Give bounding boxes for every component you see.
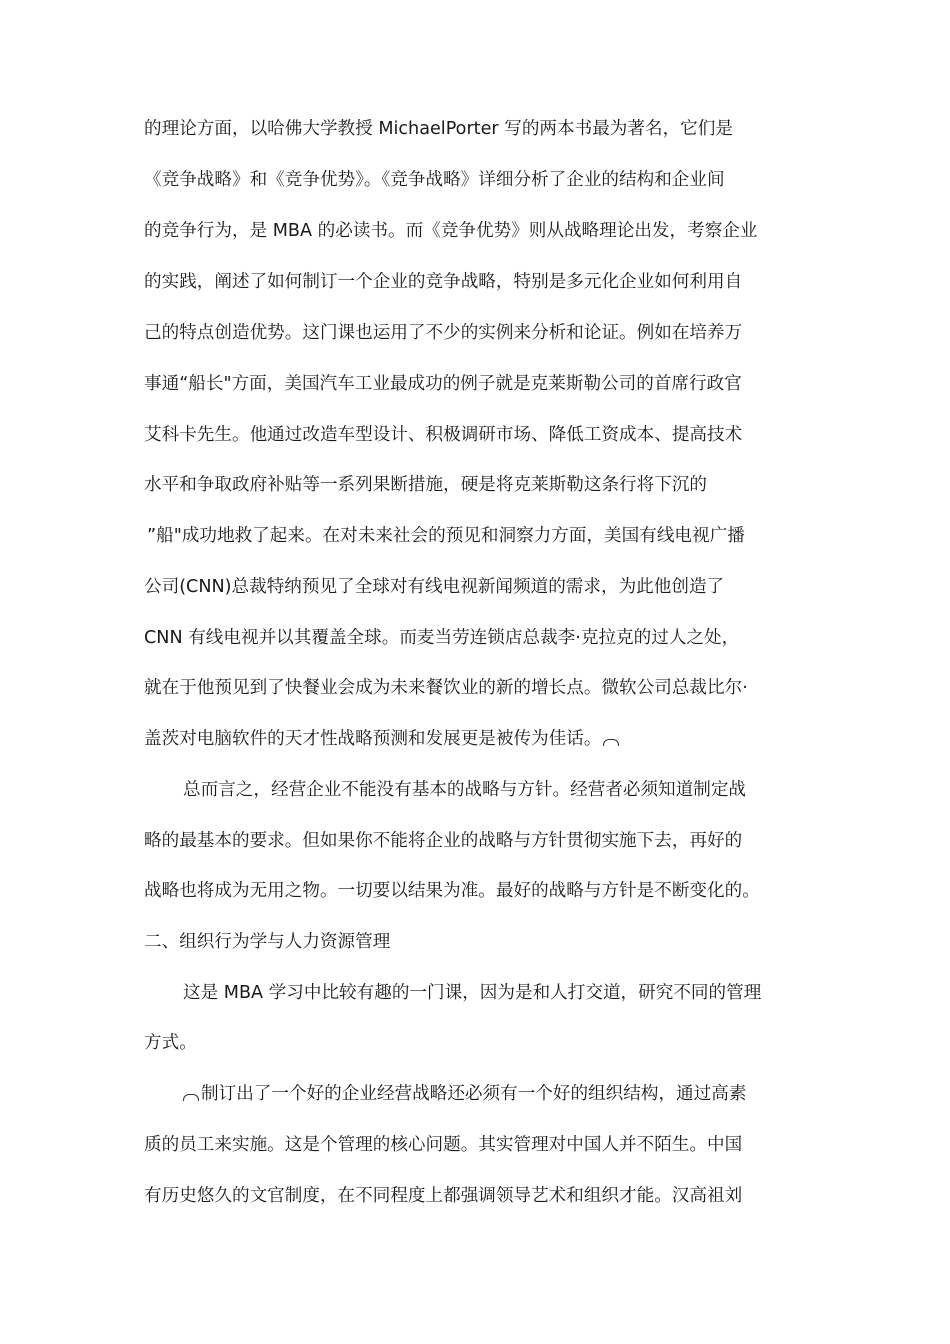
text-line: 的实践，阐述了如何制订一个企业的竞争战略，特别是多元化企业如何利用自 bbox=[144, 272, 743, 292]
text-line: 有历史悠久的文官制度，在不同程度上都强调领导艺术和组织才能。汉高祖刘 bbox=[144, 1186, 743, 1206]
text-line: 水平和争取政府补贴等一系列果断措施，硬是将克莱斯勒这条行将下沉的 bbox=[144, 475, 708, 495]
text-span: 盖茨对电脑软件的天才性战略预测和发展更是被传为佳话。 bbox=[144, 729, 602, 749]
text-line: CNN 有线电视并以其覆盖全球。而麦当劳连锁店总裁李·克拉克的过人之处， bbox=[144, 628, 740, 648]
text-line: 《竞争战略》和《竞争优势》。《竞争战略》详细分析了企业的结构和企业间 bbox=[144, 170, 725, 190]
text-line: 事通“船长"方面，美国汽车工业最成功的例子就是克莱斯勒公司的首席行政官 bbox=[144, 374, 742, 394]
text-line: 己的特点创造优势。这门课也运用了不少的实例来分析和论证。例如在培养万 bbox=[144, 323, 743, 343]
text-span: 制订出了一个好的企业经营战略还必须有一个好的组织结构，通过高素 bbox=[201, 1084, 747, 1104]
text-line: 总而言之，经营企业不能没有基本的战略与方针。经营者必须知道制定战 bbox=[183, 780, 747, 800]
paragraph-mark-icon bbox=[183, 1094, 199, 1101]
text-line: 质的员工来实施。这是个管理的核心问题。其实管理对中国人并不陌生。中国 bbox=[144, 1135, 743, 1155]
text-line-with-mark bbox=[144, 727, 814, 751]
text-line: 战略也将成为无用之物。一切要以结果为准。最好的战略与方针是不断变化的。 bbox=[144, 881, 760, 901]
text-line: 的竞争行为，是 MBA 的必读书。而《竞争优势》则从战略理论出发，考察企业 bbox=[144, 221, 758, 241]
text-line: 就在于他预见到了快餐业会成为未来餐饮业的新的增长点。微软公司总裁比尔· bbox=[144, 678, 748, 698]
paragraph-mark-icon bbox=[603, 739, 619, 746]
text-line: 的理论方面，以哈佛大学教授 MichaelPorter 写的两本书最为著名，它们是 bbox=[144, 119, 733, 139]
text-line: 这是 MBA 学习中比较有趣的一门课，因为是和人打交道，研究不同的管理 bbox=[183, 983, 762, 1003]
text-line: 略的最基本的要求。但如果你不能将企业的战略与方针贯彻实施下去，再好的 bbox=[144, 831, 743, 851]
section-heading: 二、组织行为学与人力资源管理 bbox=[144, 932, 391, 952]
text-line: 方式。 bbox=[144, 1033, 197, 1053]
text-line: 公司(CNN)总裁特纳预见了全球对有线电视新闻频道的需求，为此他创造了 bbox=[144, 577, 725, 597]
text-line: ”船"成功地救了起来。在对未来社会的预见和洞察力方面，美国有线电视广播 bbox=[147, 526, 745, 546]
text-line-with-mark bbox=[183, 1082, 814, 1106]
text-line: 艾科卡先生。他通过改造车型设计、积极调研市场、降低工资成本、提高技术 bbox=[144, 425, 743, 445]
